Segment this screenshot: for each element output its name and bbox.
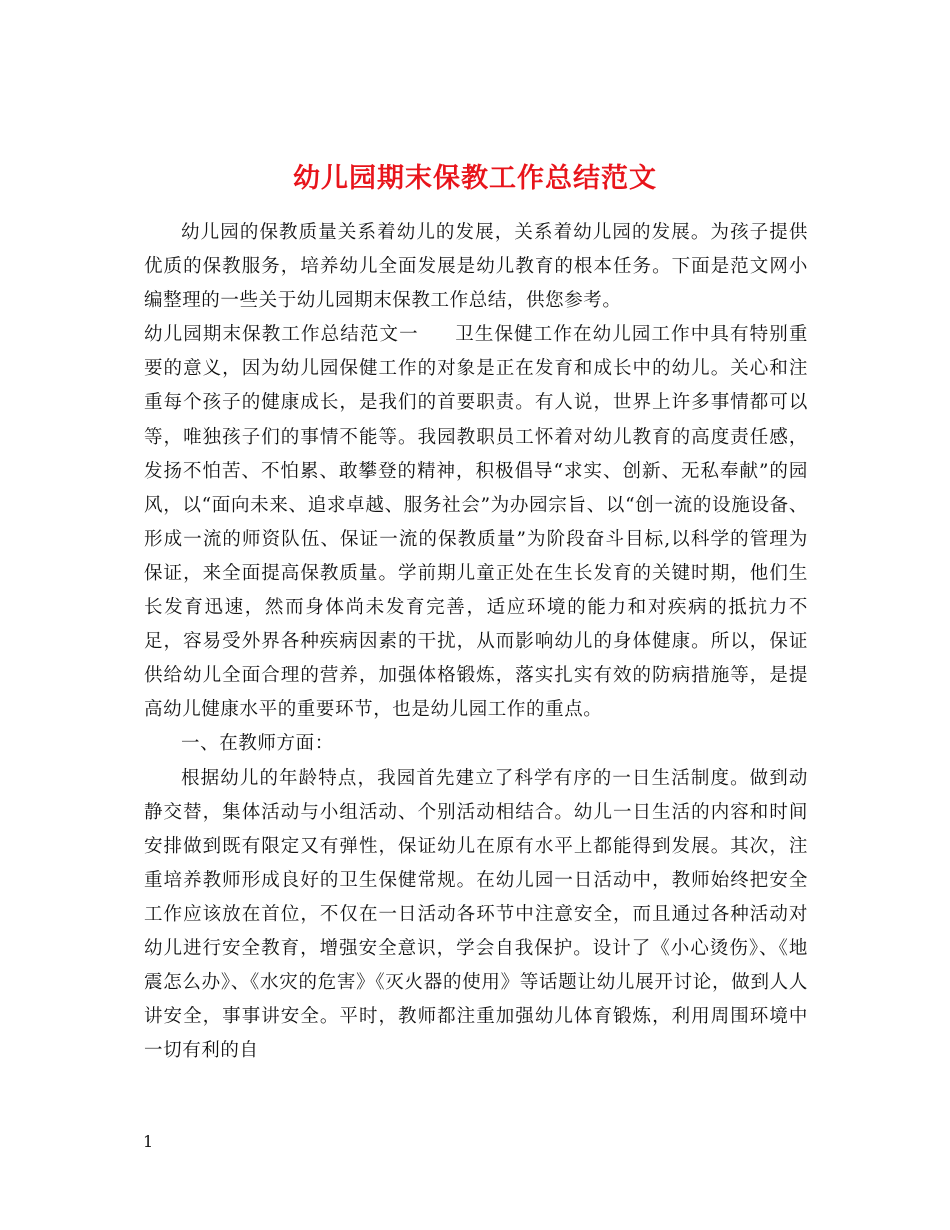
page-number: 1: [143, 1132, 154, 1151]
section-paragraph: [144, 318, 808, 727]
heading-teacher-aspect: 一、在教师方面：: [181, 733, 334, 755]
intro-paragraph: 幼儿园的保教质量关系着幼儿的发展，关系着幼儿园的发展。为孩子提供优质的保教服务，培养幼儿全面发展是幼儿教育的根本任务。下面是范文网小编整理的一些关于幼儿园期末保教工作总结，供您参考。: [144, 222, 808, 312]
section-body: 卫生保健工作在幼儿园工作中具有特别重要的意义，因为幼儿园保健工作的对象是正在发育和成长中的幼儿。关心和注重每个孩子的健康成长，是我们的首要职责。有人说，世界上许多事情都可以等，唯独孩子们的事情不能等。我园教职员工怀着对幼儿教育的高度责任感，发扬不怕苦、不怕累、敢攀登的精神，积极倡导“求实、创新、无私奉献”的园风，以“面向未来、追求卓越、服务社会”为办园宗旨、以“创一流的设施设备、形成一流的师资队伍、保证一流的保教质量”为阶段奋斗目标,以科学的管理为保证，来全面提高保教质量。学前期儿童正处在生长发育的关键时期，他们生长发育迅速，然而身体尚未发育完善，适应环境的能力和对疾病的抵抗力不足，容易受外界各种疾病因素的干扰，从而影响幼儿的身体健康。所以，保证供给幼儿全面合理的营养，加强体格锻炼，落实扎实有效的防病措施等，是提高幼儿健康水平的重要环节，也是幼儿园工作的重点。: [144, 324, 808, 721]
section-label: 幼儿园期末保教工作总结范文一: [144, 324, 419, 346]
document-title: 幼儿园期末保教工作总结范文: [293, 163, 657, 195]
document-body: [144, 216, 808, 1068]
teacher-paragraph: 根据幼儿的年龄特点，我园首先建立了科学有序的一日生活制度。做到动静交替，集体活动与小组活动、个别活动相结合。幼儿一日生活的内容和时间安排做到既有限定又有弹性，保证幼儿在原有水平上都能得到发展。其次，注重培养教师形成良好的卫生保健常规。在幼儿园一日活动中，教师始终把安全工作应该放在首位，不仅在一日活动各环节中注意安全，而且通过各种活动对幼儿进行安全教育，增强安全意识，学会自我保护。设计了《小心烫伤》、《地震怎么办》、《水灾的危害》《灭火器的使用》等话题让幼儿展开讨论，做到人人讲安全，事事讲安全。平时，教师都注重加强幼儿体育锻炼，利用周围环境中一切有利的自: [144, 767, 808, 1062]
